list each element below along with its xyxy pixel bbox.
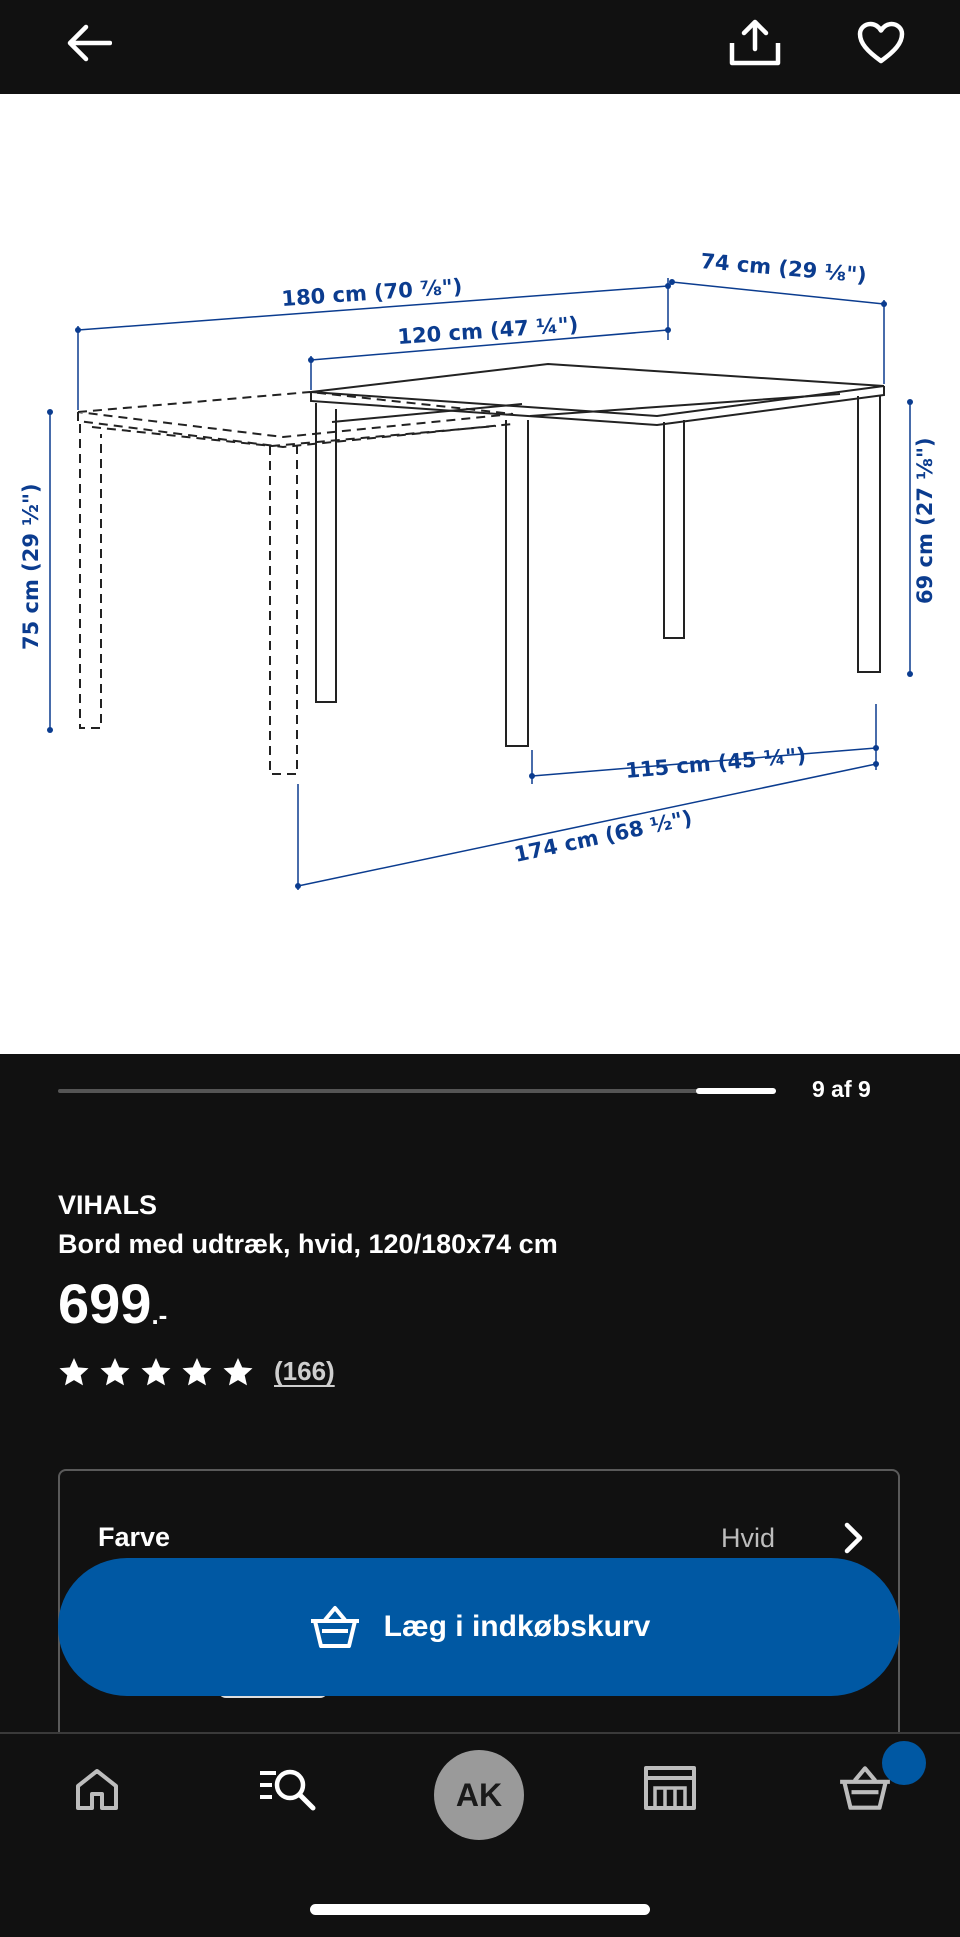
product-price: [58, 1272, 167, 1336]
home-indicator: [310, 1904, 650, 1915]
favorite-button[interactable]: [848, 10, 914, 76]
product-rating[interactable]: [58, 1356, 335, 1387]
table-dimension-drawing: [0, 94, 960, 1054]
chevron-right-icon[interactable]: [838, 1520, 868, 1556]
dim-115: 115 cm (45 ¼"): [624, 743, 807, 783]
share-button[interactable]: [722, 10, 788, 76]
nav-profile-avatar[interactable]: [434, 1750, 524, 1840]
price-suffix: .-: [151, 1300, 168, 1330]
nav-search[interactable]: [256, 1762, 322, 1816]
shopping-basket-icon: [308, 1604, 362, 1650]
store-icon: [643, 1765, 697, 1811]
back-button[interactable]: [58, 12, 120, 74]
dim-180: 180 cm (70 ⅞"): [280, 274, 464, 311]
arrow-left-icon: [66, 23, 112, 63]
review-count-link[interactable]: (166): [274, 1356, 335, 1386]
gallery-progress-track: [58, 1089, 776, 1093]
dim-74: 74 cm (29 ⅛"): [699, 249, 868, 288]
star-icon: [222, 1357, 254, 1387]
nav-store[interactable]: [640, 1760, 700, 1816]
search-list-icon: [258, 1765, 320, 1813]
add-to-cart-label: Læg i indkøbskurv: [383, 1610, 651, 1643]
product-name: VIHALS: [58, 1190, 158, 1220]
rating-stars: [58, 1357, 254, 1387]
star-icon: [181, 1357, 213, 1387]
top-bar: [0, 0, 960, 94]
dim-69: 69 cm (27 ⅛"): [913, 437, 937, 604]
star-icon: [140, 1357, 172, 1387]
product-description: Bord med udtræk, hvid, 120/180x74 cm: [58, 1229, 558, 1259]
profile-initials: AK: [455, 1776, 503, 1813]
gallery-page-counter: 9 af 9: [812, 1076, 871, 1102]
share-icon: [728, 19, 782, 67]
color-option-label[interactable]: Farve: [98, 1522, 171, 1552]
heart-outline-icon: [857, 21, 905, 65]
star-icon: [99, 1357, 131, 1387]
dim-75: 75 cm (29 ½"): [19, 483, 43, 650]
color-option-value[interactable]: Hvid: [721, 1523, 776, 1553]
dim-174: 174 cm (68 ½"): [512, 805, 695, 867]
price-value: 699: [58, 1272, 152, 1335]
product-image[interactable]: [0, 94, 960, 1054]
home-icon: [74, 1766, 120, 1812]
dim-120: 120 cm (47 ¼"): [396, 312, 580, 349]
star-icon: [58, 1357, 90, 1387]
cart-badge: [882, 1741, 926, 1785]
add-to-cart-button[interactable]: [58, 1558, 900, 1696]
nav-home[interactable]: [70, 1762, 124, 1816]
gallery-progress-thumb: [696, 1088, 776, 1094]
